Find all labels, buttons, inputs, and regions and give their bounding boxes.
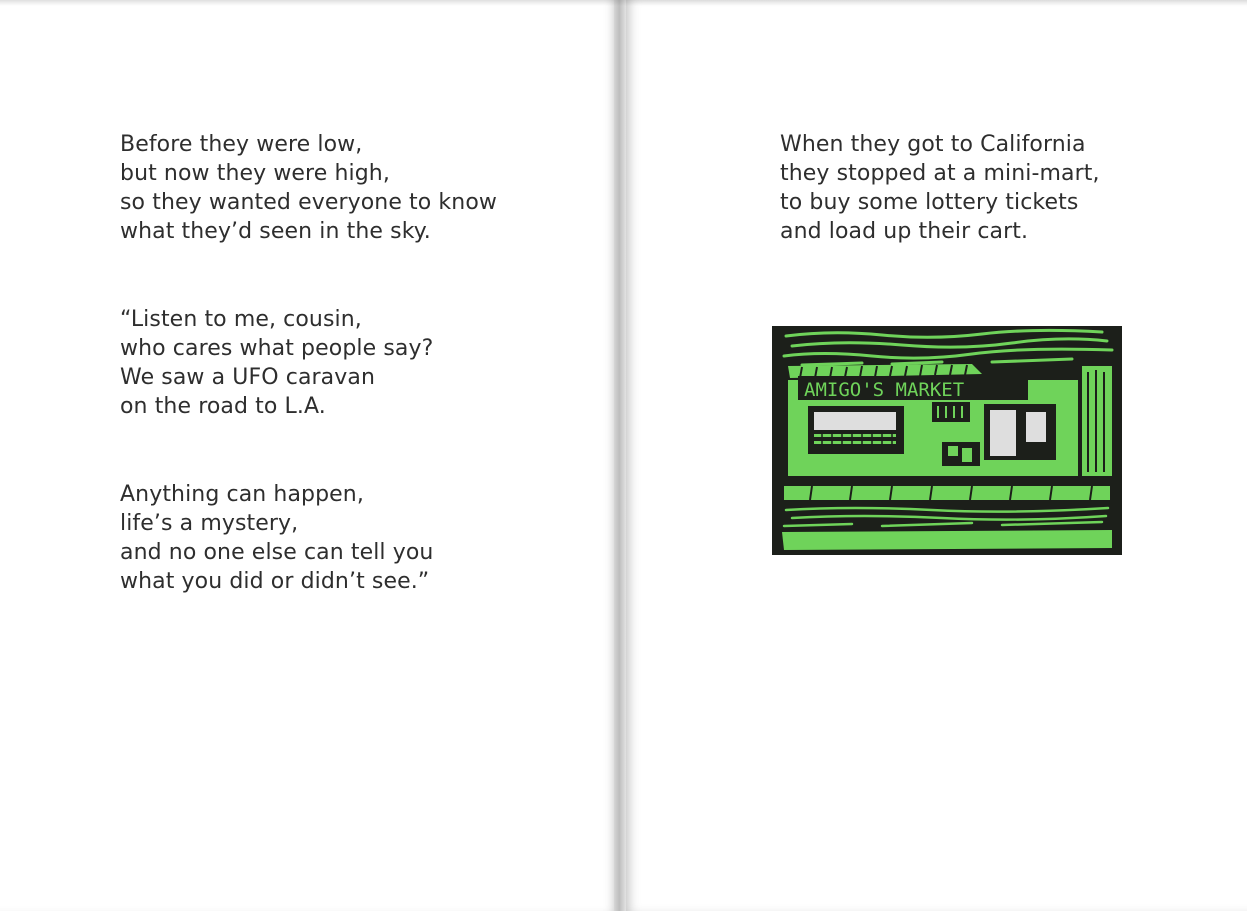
stanza-line: who cares what people say? xyxy=(120,336,434,361)
market-sign-text: AMIGO'S MARKET xyxy=(804,379,965,401)
stanza-line: and no one else can tell you xyxy=(120,540,434,565)
stanza-line: so they wanted everyone to know xyxy=(120,190,497,215)
stanza-3 xyxy=(120,480,433,596)
stanza-line: Before they were low, xyxy=(120,132,363,157)
left-page xyxy=(0,0,614,911)
stanza-line: on the road to L.A. xyxy=(120,394,326,419)
stanza-line: and load up their cart. xyxy=(780,219,1029,244)
stanza-line: “Listen to me, cousin, xyxy=(120,307,362,332)
stanza-line: what you did or didn’t see.” xyxy=(120,569,430,594)
stanza-4 xyxy=(780,130,1100,246)
stanza-line: Anything can happen, xyxy=(120,482,364,507)
stanza-line: what they’d seen in the sky. xyxy=(120,219,431,244)
stanza-line: life’s a mystery, xyxy=(120,511,299,536)
stanza-2 xyxy=(120,305,433,421)
book-gutter xyxy=(614,0,626,911)
right-page xyxy=(626,0,1247,911)
page-top-shadow xyxy=(0,0,1247,6)
stanza-1 xyxy=(120,130,497,246)
stanza-line: they stopped at a mini-mart, xyxy=(780,161,1100,186)
stanza-line: When they got to California xyxy=(780,132,1086,157)
stanza-line: to buy some lottery tickets xyxy=(780,190,1079,215)
market-linocut-illustration xyxy=(772,326,1122,555)
stanza-line: but now they were high, xyxy=(120,161,390,186)
stanza-line: We saw a UFO caravan xyxy=(120,365,376,390)
